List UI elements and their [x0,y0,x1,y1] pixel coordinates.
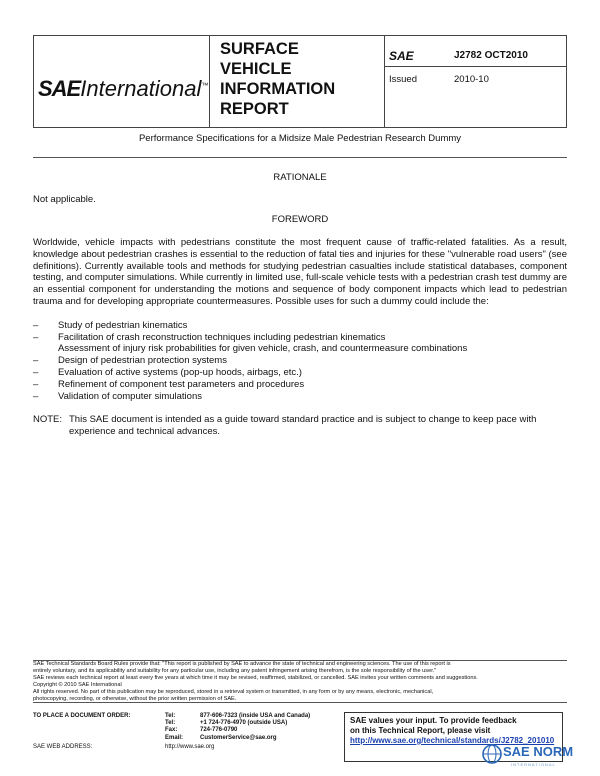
order-label: TO PLACE A DOCUMENT ORDER: [33,713,131,719]
section-divider [33,157,567,158]
title-line: INFORMATION [220,80,336,98]
footer-legal-text [33,660,567,703]
header-divider [209,36,210,127]
sae-international-logo [38,76,208,102]
footer-divider [33,702,567,703]
footer-line: SAE Technical Standards Board Rules provide that: "This report is published by SAE to advance the state of technical and engineering sciences. The use of this report is [33,661,451,667]
trademark-mark: ™ [201,82,209,90]
document-subtitle: Performance Specifications for a Midsize Male Pedestrian Research Dummy [138,133,462,144]
rationale-heading: RATIONALE [273,172,327,183]
foreword-paragraph: Worldwide, vehicle impacts with pedestrians constitute the most frequent cause of traffic-related fatalities. As a result, knowledge about pedestrian crashes is essential to the reduction of fatal ties and injuries for these "vulnerable road users" (see definitions). Currently available tools and methods for studying pedestrian casualties include statistical databases, component testing, and computer simulations. While currently in limited use, full-scale vehicle tests with a pedestrian crash test dummy are an essential component for understanding the motions and sequence of body component impacts which lead to pedestrian trauma and for developing appropriate countermeasures. Possible uses for such a dummy could include the: [33,237,567,307]
title-line: VEHICLE [220,60,292,78]
sae-small-logo: SAE [389,49,414,63]
list-item: – Study of pedestrian kinematics [33,319,188,331]
logo-sae-text: SAE [38,76,81,101]
footer-line: photocopying, recording, or otherwise, without the prior written permission of SAE. [33,695,237,702]
foreword-heading: FOREWORD [271,214,329,225]
fax-value: 724-776-0790 [200,727,238,734]
web-label: SAE WEB ADDRESS: [33,744,93,750]
list-item: Assessment of injury risk probabilities for given vehicle, crash, and countermeasure combinations [58,343,468,355]
watermark-subtext: INTERNATIONAL [511,762,556,767]
list-item: – Validation of computer simulations [33,390,202,402]
foreword-section [33,237,567,438]
footer-line: SAE reviews each technical report at least every five years at which time it may be revised, reaffirmed, stabilized, or cancelled. SAE invites your written comments and suggestions. [33,674,478,681]
rationale-text: Not applicable. [33,194,96,205]
list-item: – Facilitation of crash reconstruction techniques including pedestrian kinematics [33,331,386,343]
title-line: REPORT [220,100,289,118]
issued-date: 2010-10 [454,74,489,85]
web-address-row [33,744,214,750]
email-link[interactable]: CustomerService@sae.org [200,734,277,741]
header-divider [384,66,566,67]
sae-norm-watermark [481,742,574,772]
note-text: This SAE document is intended as a guide toward standard practice and is subject to change to keep pace with experience and technical advances. [69,414,537,438]
header-divider [384,36,385,127]
note-label: NOTE: [33,414,63,426]
tel2-label: Tel: [165,720,176,727]
possible-uses-list [33,320,567,403]
web-link[interactable]: http://www.sae.org [165,744,215,750]
list-item: – Refinement of component test parameters and procedures [33,378,305,390]
document-header [33,35,567,128]
footer-line: Copyright © 2010 SAE International [33,681,122,688]
footer-line: All rights reserved. No part of this publication may be reproduced, stored in a retrieval system or transmitted, in any form or by any means, electronic, mechanical, [33,688,434,695]
title-line: SURFACE [220,40,299,58]
feedback-line: on this Technical Report, please visit [350,726,491,735]
issued-label: Issued [389,74,417,85]
logo-international-text: International [80,76,202,101]
list-item: – Design of pedestrian protection systems [33,355,227,367]
tel-label: Tel: [165,713,176,719]
list-item: – Evaluation of active systems (pop-up hoods, airbags, etc.) [33,366,302,378]
footer-line: entirely voluntary, and its applicability and suitability for any particular use, including any patent infringement arising therefrom, is the sole responsibility of the user." [33,667,437,674]
watermark-text: SAE NORM [503,744,574,759]
fax-label: Fax: [165,727,178,734]
document-number: J2782 OCT2010 [454,50,528,61]
email-label: Email: [165,734,184,741]
feedback-url-link[interactable]: http://www.sae.org/technical/standards/J2782_201010 [350,736,555,745]
order-contact-block [33,713,333,742]
tel-value: 877-606-7323 (inside USA and Canada) [200,713,311,719]
globe-icon [481,742,503,768]
feedback-line: SAE values your input. To provide feedback [350,716,517,725]
note-block [33,414,567,438]
report-type-title [220,39,335,119]
tel2-value: +1 724-776-4970 (outside USA) [200,720,288,727]
